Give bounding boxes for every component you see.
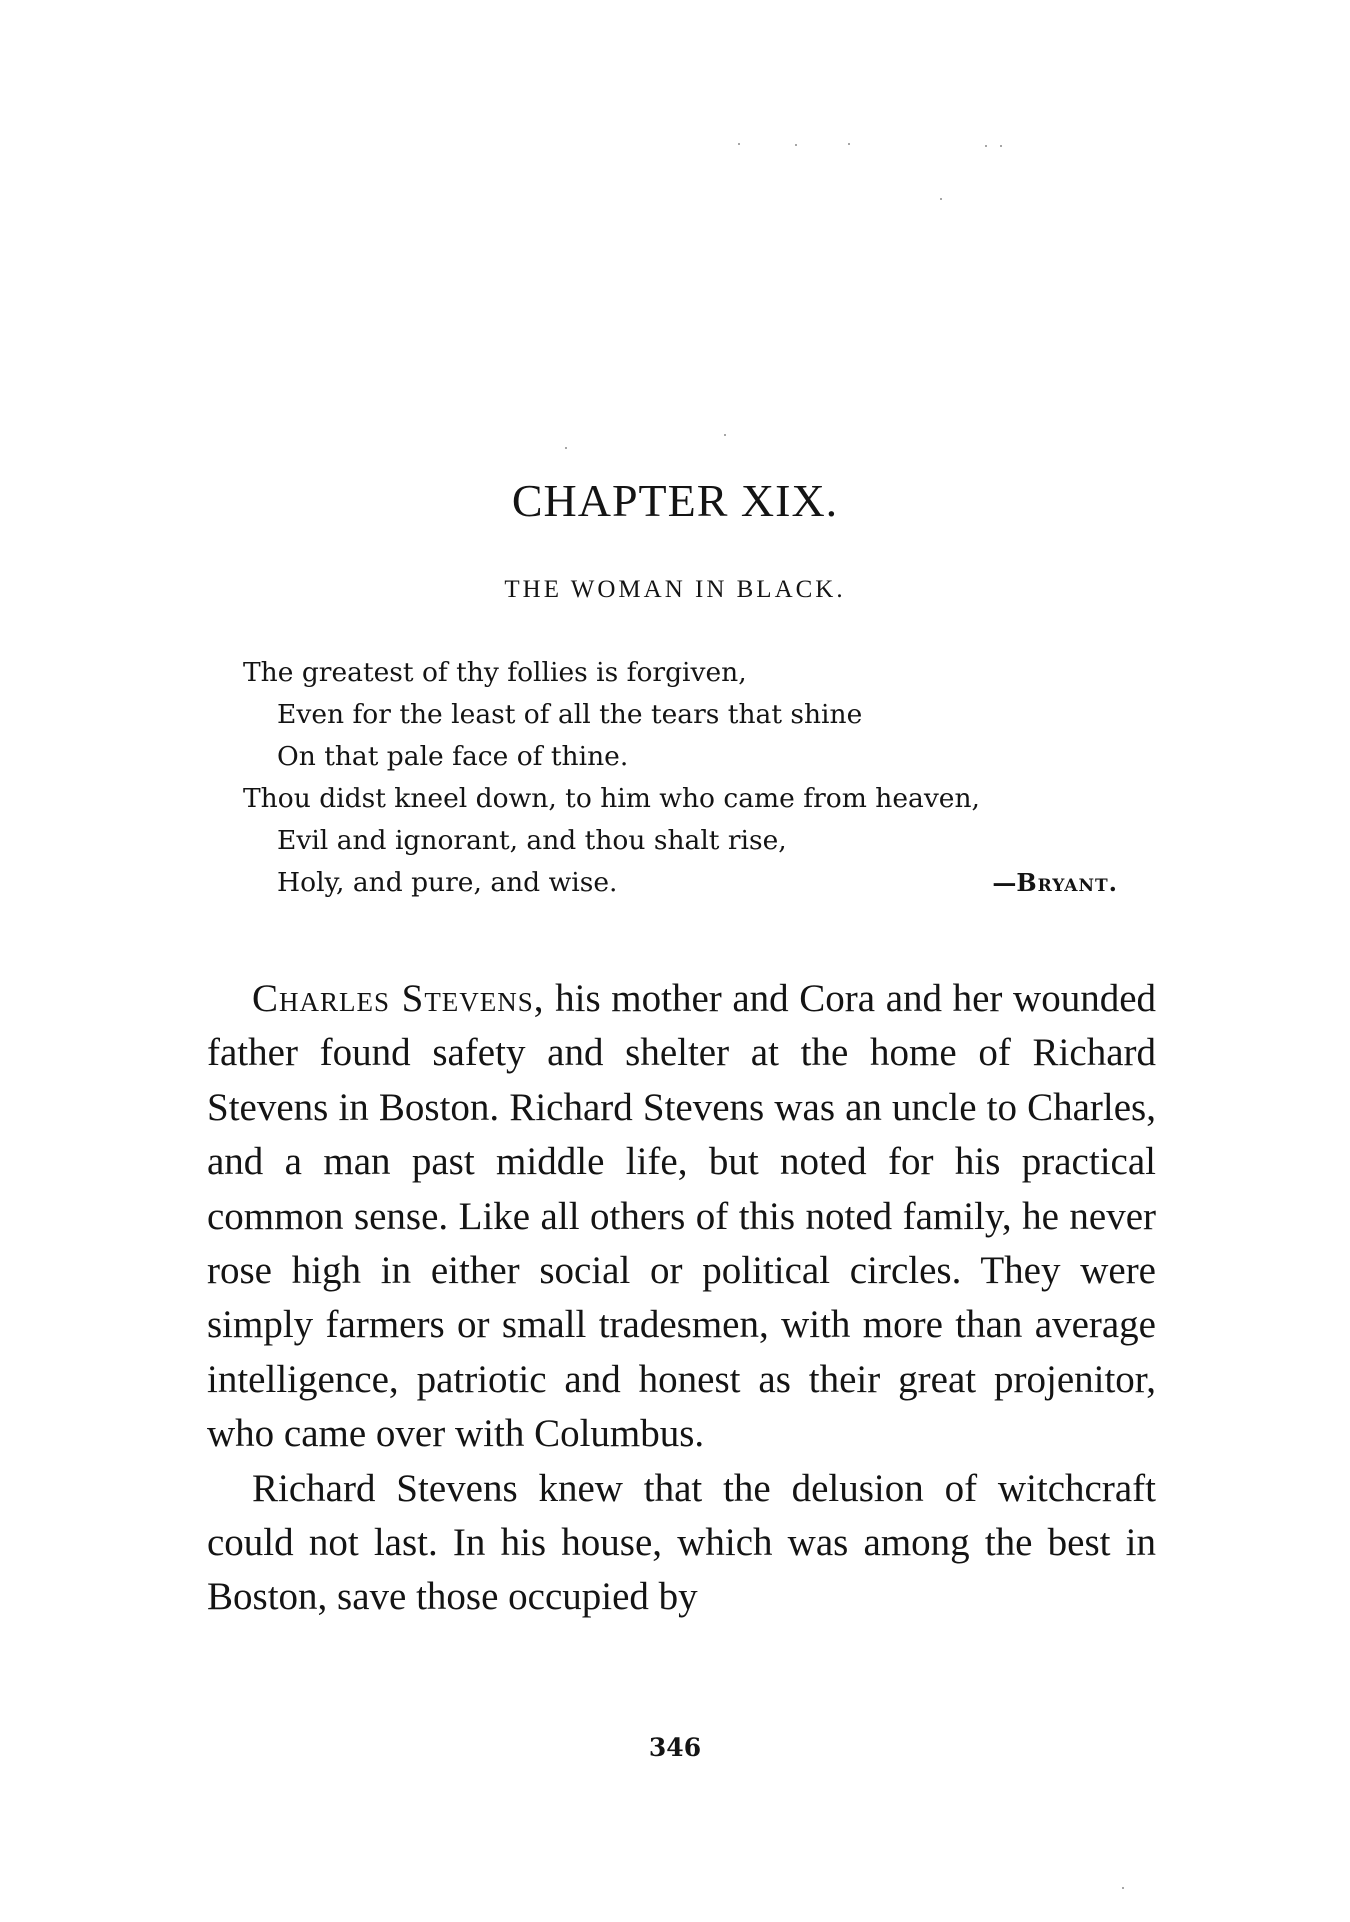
scan-speck xyxy=(795,144,797,146)
epigraph-line: Holy, and pure, and wise. xyxy=(277,867,618,898)
attribution-author: Bryant. xyxy=(1016,868,1118,897)
scan-speck xyxy=(1122,1887,1124,1889)
epigraph-attribution xyxy=(0,868,1118,897)
scan-speck xyxy=(724,434,726,436)
attribution-dash: — xyxy=(992,868,1017,897)
chapter-title: CHAPTER XIX. xyxy=(511,475,839,526)
page-number: 346 xyxy=(648,1733,702,1762)
epigraph-poem xyxy=(243,652,1173,904)
scan-speck xyxy=(565,447,567,449)
body-paragraph: Richard Stevens knew that the delusion of witchcraft could not last. In his house, which was among the best in Boston, save those occupied by xyxy=(207,1466,1156,1619)
epigraph-line: Even for the least of all the tears that shine xyxy=(277,699,863,730)
scan-speck xyxy=(848,143,850,145)
epigraph-line: On that pale face of thine. xyxy=(277,741,629,772)
paragraph-lead-smallcaps: Charles Stevens, xyxy=(252,977,545,1020)
scan-speck xyxy=(985,145,987,147)
scan-speck xyxy=(738,143,740,145)
paragraph-text: his mother and Cora and her wounded father found safety and shelter at the home of Richard Stevens in Boston. Richard Stevens was an uncle to Charles, and a man past middle life, but noted for his practical common sense. Like all others of this noted family, he never rose high in either social or political circles. They were simply farmers or small tradesmen, with more than average intelligence, patriotic and honest as their great projenitor, who came over with Columbus. xyxy=(207,977,1156,1456)
chapter-subtitle: THE WOMAN IN BLACK. xyxy=(504,576,846,603)
epigraph-line: The greatest of thy follies is forgiven, xyxy=(243,657,747,688)
scan-speck xyxy=(940,198,942,200)
epigraph-line: Thou didst kneel down, to him who came from heaven, xyxy=(243,783,980,814)
epigraph-line: Evil and ignorant, and thou shalt rise, xyxy=(277,825,787,856)
body-paragraph xyxy=(207,972,1156,1462)
chapter-body xyxy=(207,972,1156,1625)
scan-speck xyxy=(1000,145,1002,147)
